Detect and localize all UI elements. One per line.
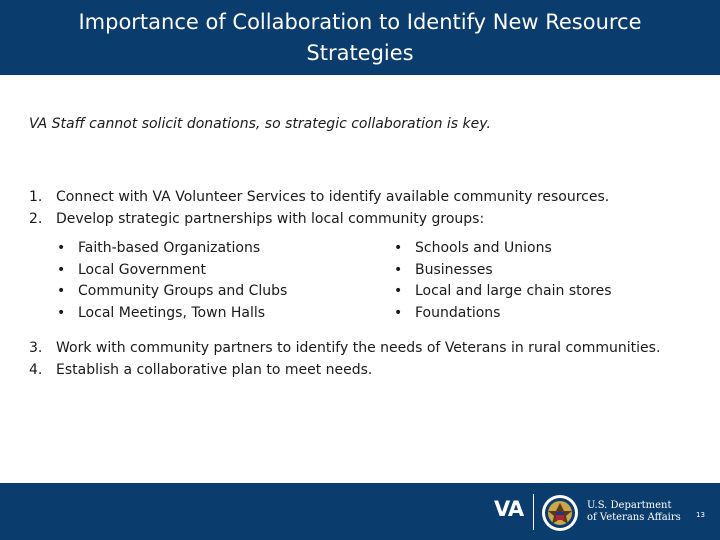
va-logo: VA [494,497,524,521]
bullet-icon: • [394,283,403,299]
bullet-list-left [55,238,287,324]
step-text: Work with community partners to identify the needs of Veterans in rural communities. [56,340,661,356]
bullet-icon: • [394,240,403,256]
department-name: U.S. Department of Veterans Affairs [587,500,681,523]
list-item: • Businesses [392,260,612,282]
page-number: 13 [696,511,705,519]
list-item: • Schools and Unions [392,238,612,260]
step-1 [29,186,609,208]
bullet-icon: • [394,261,403,278]
bullet-icon: • [394,304,403,321]
step-number: 1. [29,189,43,205]
step-4 [29,359,372,381]
step-3 [29,337,660,359]
step-text: Connect with VA Volunteer Services to identify available community resources. [56,189,610,205]
list-item: • Local Government [55,260,287,282]
list-item: • Community Groups and Clubs [55,281,287,303]
title-bar [0,0,720,75]
va-seal-icon [541,494,579,532]
step-number: 2. [29,211,43,227]
bullet-icon: • [57,283,66,299]
step-number: 3. [29,340,43,356]
bullet-icon: • [57,304,66,321]
step-text: Develop strategic partnerships with local community groups: [56,211,485,227]
step-text: Establish a collaborative plan to meet needs. [56,362,373,378]
bullet-icon: • [57,261,66,278]
step-number: 4. [29,362,43,378]
bullet-icon: • [57,240,66,256]
list-item: • Foundations [392,303,612,325]
bullet-list-right [392,238,612,324]
list-item: • Local and large chain stores [392,281,612,303]
slide-title: Importance of Collaboration to Identify New Resource Strategies [78,9,642,65]
list-item: • Local Meetings, Town Halls [55,303,287,325]
subtitle: VA Staff cannot solicit donations, so strategic collaboration is key. [29,116,491,132]
list-item: • Faith-based Organizations [55,238,287,260]
step-2 [29,208,484,230]
logo-divider [533,494,534,530]
